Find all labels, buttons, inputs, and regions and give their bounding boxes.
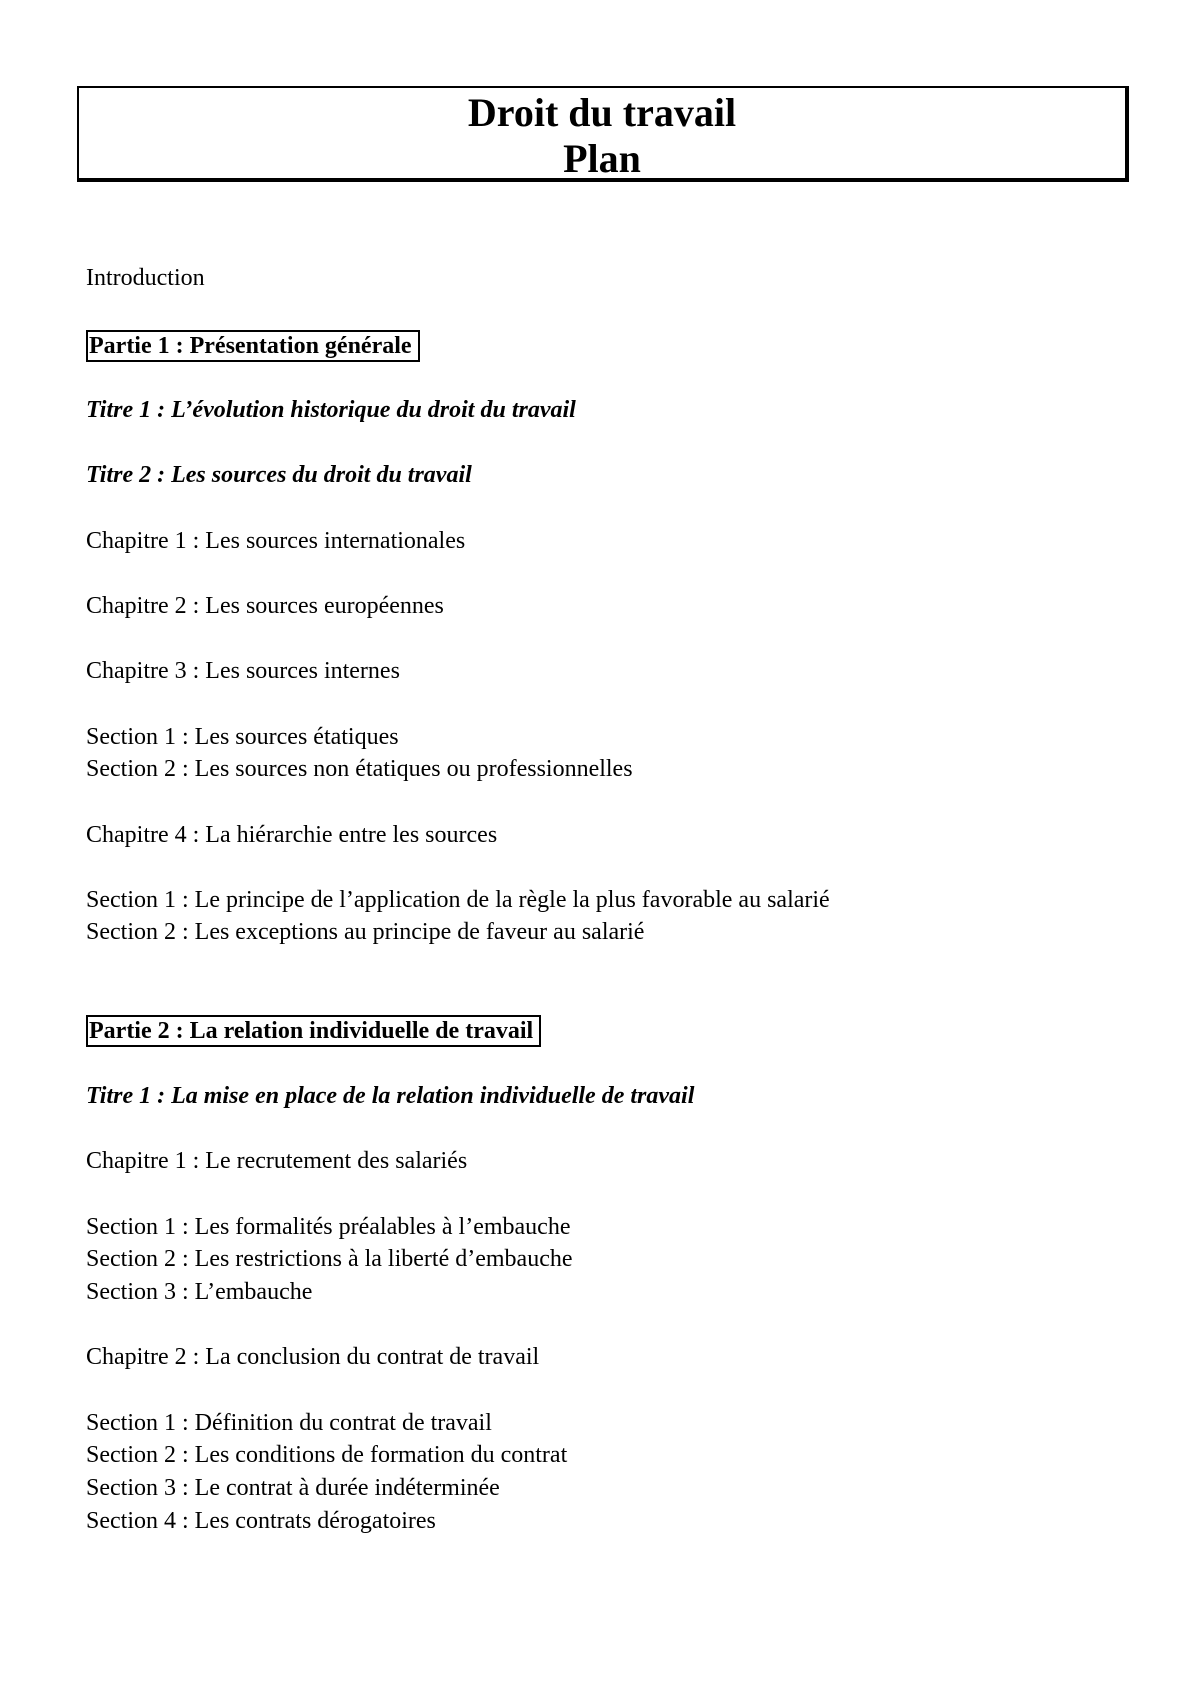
chapitre-3-section-2: Section 2 : Les sources non étatiques ou professionnelles [86, 756, 633, 782]
chapitre-4-section-1: Section 1 : Le principe de l’application de la règle la plus favorable au salarié [86, 887, 830, 913]
chapitre-4-section-2: Section 2 : Les exceptions au principe de faveur au salarié [86, 919, 645, 945]
partie-2-heading: Partie 2 : La relation individuelle de travail [86, 1015, 541, 1047]
chapitre-1-section-1: Section 1 : Les formalités préalables à l’embauche [86, 1214, 571, 1240]
partie-2-chapitre-1: Chapitre 1 : Le recrutement des salariés [86, 1148, 468, 1174]
chapitre-2-section-2: Section 2 : Les conditions de formation du contrat [86, 1442, 568, 1468]
document-title: Droit du travail [467, 90, 737, 135]
chapitre-2-section-4: Section 4 : Les contrats dérogatoires [86, 1508, 436, 1534]
chapitre-1-section-3: Section 3 : L’embauche [86, 1279, 313, 1305]
partie-1-chapitre-1: Chapitre 1 : Les sources internationales [86, 528, 466, 554]
partie-1-titre-2: Titre 2 : Les sources du droit du travail [86, 462, 472, 488]
introduction-line: Introduction [86, 265, 205, 291]
document-subtitle: Plan [563, 136, 641, 181]
partie-2-titre-1: Titre 1 : La mise en place de la relation individuelle de travail [86, 1083, 695, 1109]
partie-1-titre-1: Titre 1 : L’évolution historique du droit du travail [86, 397, 576, 423]
partie-1-chapitre-4: Chapitre 4 : La hiérarchie entre les sources [86, 822, 498, 848]
partie-2-chapitre-2: Chapitre 2 : La conclusion du contrat de travail [86, 1344, 540, 1370]
partie-1-heading: Partie 1 : Présentation générale [86, 330, 420, 362]
partie-1-chapitre-3: Chapitre 3 : Les sources internes [86, 658, 400, 684]
document-title-box [77, 86, 1129, 182]
chapitre-1-section-2: Section 2 : Les restrictions à la liberté d’embauche [86, 1246, 573, 1272]
chapitre-3-section-1: Section 1 : Les sources étatiques [86, 724, 399, 750]
chapitre-2-section-1: Section 1 : Définition du contrat de travail [86, 1410, 492, 1436]
partie-1-chapitre-2: Chapitre 2 : Les sources européennes [86, 593, 444, 619]
chapitre-2-section-3: Section 3 : Le contrat à durée indéterminée [86, 1475, 500, 1501]
